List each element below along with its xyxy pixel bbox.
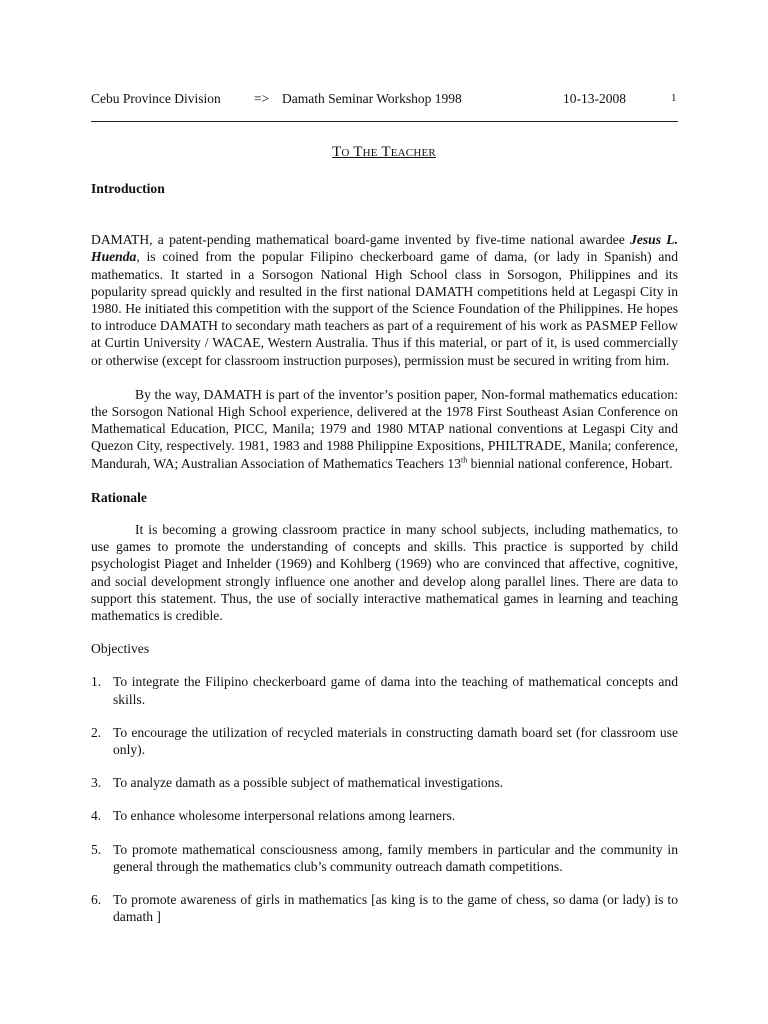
list-item: 6. To promote awareness of girls in mathematics [as king is to the game of chess, so dama (or lady) is to damath ] [91,892,678,925]
list-item: 4. To enhance wholesome interpersonal relations among learners. [91,808,456,824]
header-rule [91,121,678,122]
introduction-paragraph-2: By the way, DAMATH is part of the inventor’s position paper, Non-formal mathematics education: the Sorsogon National High School experience, delivered at the 1978 First Southeast Asian Conference on Mathematical Education, PICC, Manila; 1979 and 1980 MTAP national conventions at Legaspi City and Quezon City, respectively. 1981, 1983 and 1988 Philippine Expositions, PHILTRADE, Manila; conference, Mandurah, WA; Australian Association of Mathematics Teachers 13th biennial national conference, Hobart. [91,386,678,471]
list-item: 5. To promote mathematical consciousness among, family members in particular and the community in general through the mathematics club’s community outreach damath competitions. [91,841,678,874]
inventor-name: Jesus L. Huenda [91,232,678,265]
objectives-heading: Objectives [91,641,150,657]
header-division: Cebu Province Division [91,91,221,106]
list-item: 3. To analyze damath as a possible subject of mathematical investigations. [91,775,504,791]
rationale-paragraph: It is becoming a growing classroom practice in many school subjects, including mathematics, to use games to promote the understanding of concepts and skills. This practice is supported by child psychologist Piaget and Inhelder (1969) and Kohlberg (1969) who are convinced that affective, cognitive, and social development strongly influence one another and develop along parallel lines. There are data to support this statement. Thus, the use of socially interactive mathematical games in learning and teaching mathematics is credible. [91,522,678,624]
objectives-list [91,673,678,925]
list-item: 2. To encourage the utilization of recycled materials in constructing damath board set (for classroom use only). [91,724,678,758]
introduction-heading: Introduction [91,181,165,196]
list-item: 1. To integrate the Filipino checkerboard game of dama into the teaching of mathematical concepts and skills. [91,674,678,707]
page-title: To The Teacher [332,144,436,160]
header-workshop: Damath Seminar Workshop 1998 [282,91,462,106]
introduction-paragraph-1: DAMATH, a patent-pending mathematical board-game invented by five-time national awardee Jesus L. Huenda, is coined from the popular Filipino checkerboard game of dama, (or lady in Spanish) and mathematics. It started in a Sorsogon National High School class in Sorsogon, Philippines and its popularity spread quickly and resulted in the first national DAMATH competitions held at Legaspi City in 1980. He initiated this competition with the support of the Science Foundation of the Philippines. He hopes to introduce DAMATH to secondary math teachers as part of a requirement of his work as PASMEP Fellow at Curtin University / WACAE, Western Australia. Thus if this material, or part of it, is used commercially or otherwise (except for classroom instruction purposes), permission must be secured in writing from him. [91,232,678,368]
page-number: 1 [671,92,677,104]
document-body [91,180,678,926]
header-arrow: => [254,91,270,106]
rationale-heading: Rationale [91,489,147,505]
header-date: 10-13-2008 [563,91,626,106]
